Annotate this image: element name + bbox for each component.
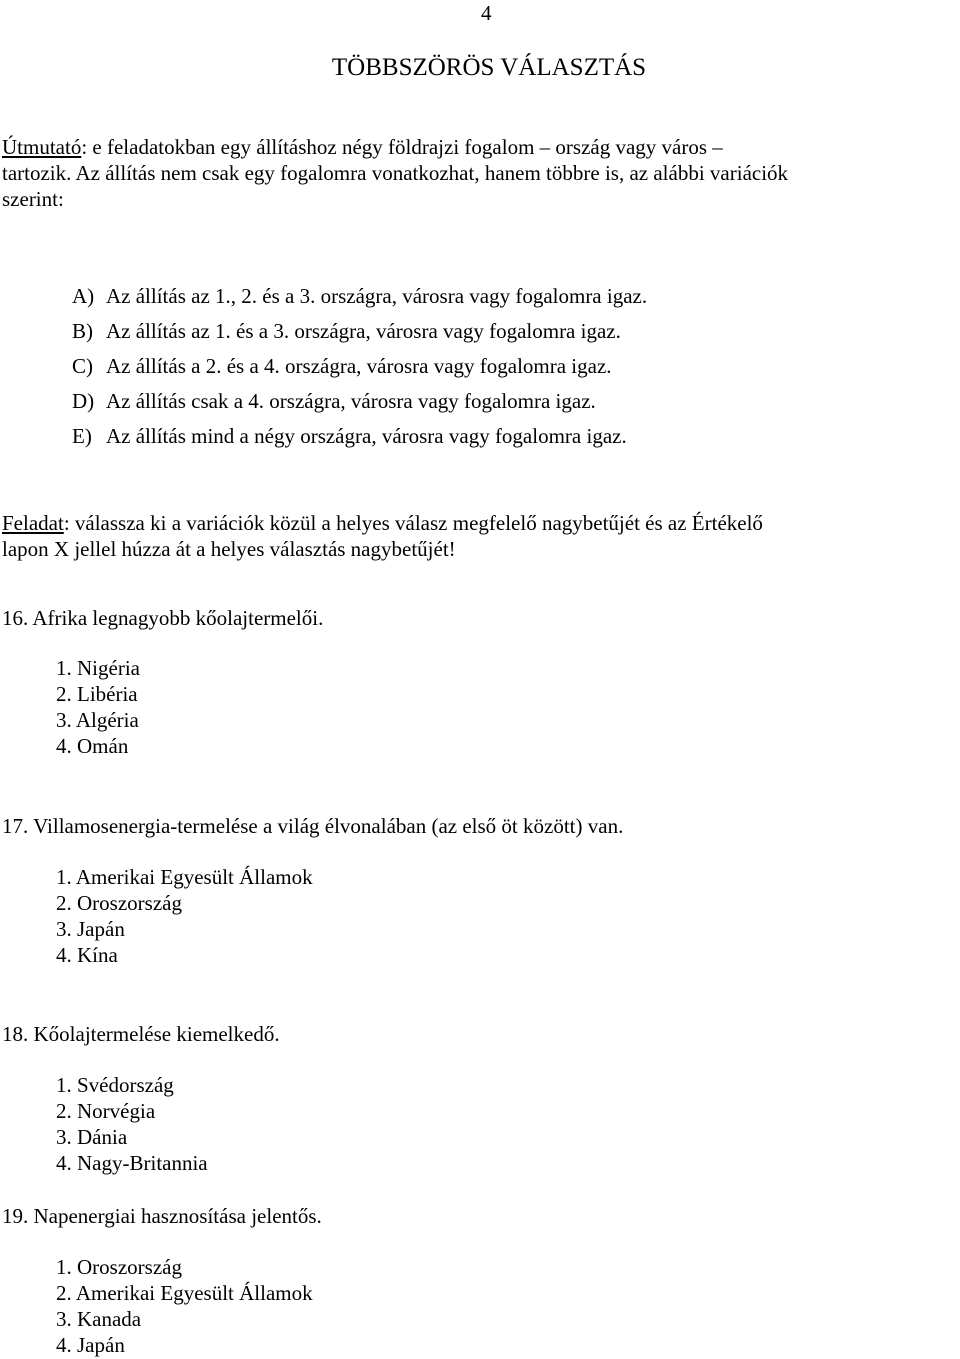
question-16: 16. Afrika legnagyobb kőolajtermelői. — [2, 606, 324, 630]
variant-c — [72, 353, 612, 379]
question-18-option-1: 1. Svédország — [56, 1073, 174, 1097]
question-17-option-1: 1. Amerikai Egyesült Államok — [56, 865, 313, 889]
instructions-line-1 — [2, 134, 952, 160]
instructions-line-3: szerint: — [2, 187, 64, 211]
variant-text: Az állítás csak a 4. országra, városra vagy fogalomra igaz. — [106, 389, 596, 413]
variant-e — [72, 423, 627, 449]
variant-d — [72, 388, 596, 414]
question-18-option-3: 3. Dánia — [56, 1125, 128, 1149]
question-17-option-3: 3. Japán — [56, 917, 125, 941]
variant-letter: E) — [72, 424, 92, 448]
variant-a — [72, 283, 647, 309]
variant-text: Az állítás mind a négy országra, városra vagy fogalomra igaz. — [106, 424, 627, 448]
question-17-option-4: 4. Kína — [56, 943, 118, 967]
variant-letter: C) — [72, 354, 93, 378]
task-line-2: lapon X jellel húzza át a helyes választás nagybetűjét! — [2, 537, 456, 561]
instructions-paragraph — [2, 134, 952, 212]
instructions-line-2: tartozik. Az állítás nem csak egy fogalomra vonatkozhat, hanem többre is, az alábbi variációk — [2, 161, 789, 185]
question-19-option-1: 1. Oroszország — [56, 1255, 182, 1279]
task-label: Feladat — [2, 511, 64, 535]
variant-text: Az állítás a 2. és a 4. országra, városra vagy fogalomra igaz. — [106, 354, 612, 378]
instructions-text-1: : e feladatokban egy állításhoz négy földrajzi fogalom – ország vagy város – — [81, 135, 723, 159]
question-19: 19. Napenergiai hasznosítása jelentős. — [2, 1204, 322, 1228]
question-19-option-4: 4. Japán — [56, 1333, 125, 1357]
question-19-option-2: 2. Amerikai Egyesült Államok — [56, 1281, 313, 1305]
question-19-option-3: 3. Kanada — [56, 1307, 142, 1331]
question-18: 18. Kőolajtermelése kiemelkedő. — [2, 1022, 280, 1046]
variant-letter: A) — [72, 284, 95, 308]
page-title: TÖBBSZÖRÖS VÁLASZTÁS — [331, 54, 647, 81]
question-16-option-1: 1. Nigéria — [56, 656, 140, 680]
question-17: 17. Villamosenergia-termelése a világ élvonalában (az első öt között) van. — [2, 814, 624, 838]
task-text-1: : válassza ki a variációk közül a helyes válasz megfelelő nagybetűjét és az Értékelő — [63, 511, 763, 535]
question-18-option-4: 4. Nagy-Britannia — [56, 1151, 208, 1175]
task-paragraph — [2, 510, 952, 562]
instructions-label: Útmutató — [2, 135, 82, 159]
variant-letter: B) — [72, 319, 93, 343]
question-16-option-3: 3. Algéria — [56, 708, 139, 732]
page-number: 4 — [481, 1, 492, 25]
question-17-option-2: 2. Oroszország — [56, 891, 182, 915]
question-16-option-2: 2. Libéria — [56, 682, 138, 706]
question-16-option-4: 4. Omán — [56, 734, 129, 758]
variant-text: Az állítás az 1. és a 3. országra, városra vagy fogalomra igaz. — [106, 319, 621, 343]
variant-b — [72, 318, 621, 344]
variant-text: Az állítás az 1., 2. és a 3. országra, városra vagy fogalomra igaz. — [106, 284, 648, 308]
variant-letter: D) — [72, 389, 95, 413]
task-line-1 — [2, 510, 952, 536]
question-18-option-2: 2. Norvégia — [56, 1099, 156, 1123]
